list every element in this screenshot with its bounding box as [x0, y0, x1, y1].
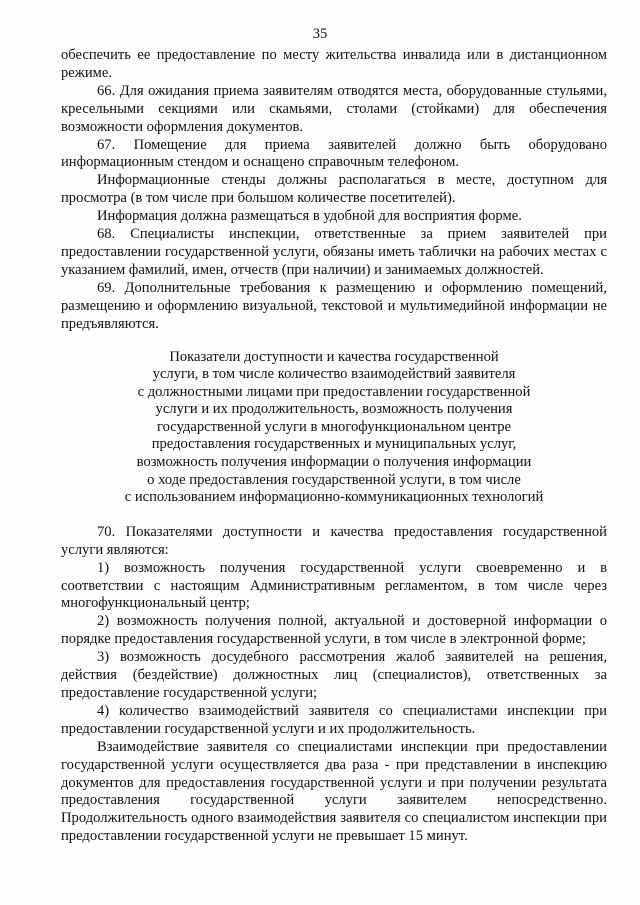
- heading-line: услуги и их продолжительность, возможность получения: [155, 401, 513, 418]
- paragraph: обеспечить ее предоставление по месту жительства инвалида или в дистанционном режиме.: [61, 47, 607, 81]
- paragraph-69: 69. Дополнительные требования к размещению и оформлению помещений, размещению и оформлению визуальной, текстовой и мультимедийной информации не предъявляются.: [61, 279, 607, 332]
- heading-line: государственной услуги в многофункциональном центре: [157, 418, 511, 435]
- heading-line: с должностными лицами при предоставлении государственной: [137, 383, 531, 400]
- list-item: 2) возможность получения полной, актуальной и достоверной информации о порядке предоставления государственной услуги, в том числе в электронной форме;: [61, 613, 607, 648]
- paragraph-67: 67. Помещение для приема заявителей должно быть оборудовано информационным стендом и оснащено справочным телефоном.: [61, 136, 607, 171]
- list-item: 3) возможность досудебного рассмотрения жалоб заявителей на решения, действия (бездействие) должностных лиц (специалистов), ответственных за предоставление государственной услуги;: [61, 649, 607, 701]
- section-heading: [61, 349, 607, 507]
- heading-line: предоставления государственных и муниципальных услуг,: [151, 436, 517, 453]
- paragraph: Взаимодействие заявителя со специалистами инспекции при предоставлении государственной услуги осуществляется два раза - при представлении в инспекцию документов для предоставления государственной услуги и при получении результата предоставления государственной услуги заявителем непосредственно. Продолжительность одного взаимодействия заявителя со специалистом инспекции при предоставлении государственной услуги не превышает 15 минут.: [61, 738, 607, 845]
- heading-line: возможность получения информации о получения информации: [136, 454, 532, 471]
- list-item: 4) количество взаимодействий заявителя со специалистами инспекции при предоставлении государственной услуги и их продолжительность.: [61, 702, 607, 737]
- paragraph-70: 70. Показателями доступности и качества предоставления государственной услуги являются:: [61, 523, 607, 558]
- paragraph-66: 66. Для ожидания приема заявителям отводятся места, оборудованные стульями, кресельными секциями или скамьями, столами (стойками) для обеспечения возможности оформления документов.: [61, 82, 607, 135]
- heading-line: Показатели доступности и качества государственной: [169, 348, 499, 365]
- heading-line: о ходе предоставления государственной услуги, в том числе: [147, 471, 521, 488]
- document-body: [61, 47, 607, 846]
- heading-line: с использованием информационно-коммуникационных технологий: [124, 489, 544, 506]
- paragraph-68: 68. Специалисты инспекции, ответственные за прием заявителей при предоставлении государственной услуги, обязаны иметь таблички на рабочих местах с указанием фамилий, имен, отчеств (при наличии) и занимаемых должностей.: [61, 226, 607, 278]
- paragraph: Информация должна размещаться в удобной для восприятия форме.: [97, 208, 522, 225]
- heading-line: услуги, в том числе количество взаимодействий заявителя: [152, 366, 516, 383]
- page-number: 35: [312, 26, 328, 42]
- list-item: 1) возможность получения государственной услуги своевременно и в соответствии с настоящим Административным регламентом, в том числе через многофункциональный центр;: [61, 559, 607, 612]
- paragraph: Информационные стенды должны располагаться в месте, доступном для просмотра (в том числе при большом количестве посетителей).: [61, 172, 607, 207]
